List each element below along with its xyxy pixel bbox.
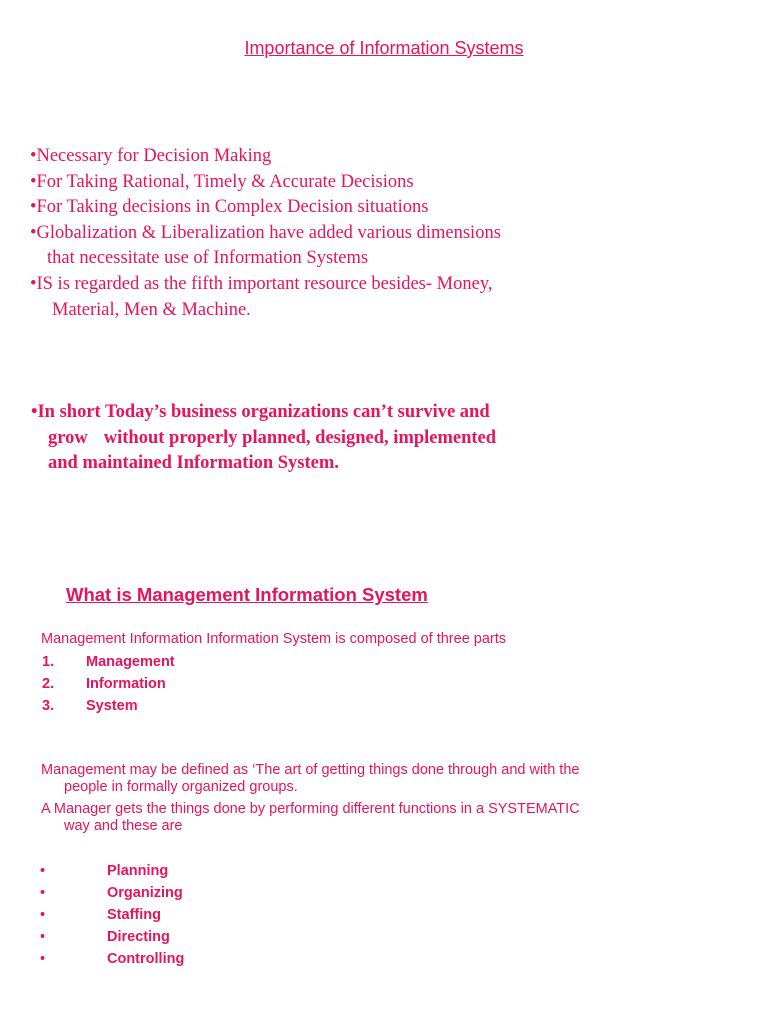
list-item xyxy=(42,673,175,695)
list-item xyxy=(40,882,184,904)
list-label: Information xyxy=(86,676,166,692)
bullet-icon: • xyxy=(40,885,46,901)
summary-block xyxy=(31,400,496,477)
importance-item: •Necessary for Decision Making xyxy=(30,146,272,166)
list-label: Staffing xyxy=(107,907,161,923)
importance-item-continuation: that necessitate use of Information Systems xyxy=(47,248,369,269)
importance-item-continuation: Material, Men & Machine. xyxy=(52,299,251,320)
list-item xyxy=(40,860,184,882)
paragraph-line: Management may be defined as ‘The art of getting things done through and with the xyxy=(41,762,580,778)
list-item xyxy=(40,948,184,970)
list-label: Planning xyxy=(107,863,169,879)
list-label: Organizing xyxy=(107,885,183,901)
bullet-icon: • xyxy=(40,863,46,879)
importance-list xyxy=(30,144,501,323)
list-item xyxy=(40,904,184,926)
bullet-icon: • xyxy=(40,951,46,967)
functions-list xyxy=(40,860,184,970)
list-label: Directing xyxy=(107,929,170,945)
parts-list xyxy=(42,651,175,717)
mis-intro: Management Information Information System is composed of three parts xyxy=(41,631,507,647)
paragraph-line: A Manager gets the things done by performing different functions in a SYSTEMATIC xyxy=(41,801,580,817)
summary-word: grow xyxy=(48,427,88,448)
summary-line: •In short Today’s business organizations can’t survive and xyxy=(31,402,490,422)
summary-text: without properly planned, designed, implemented xyxy=(103,427,497,448)
management-definition xyxy=(41,762,579,796)
list-item xyxy=(40,926,184,948)
list-label: Management xyxy=(86,654,175,670)
list-label: System xyxy=(86,698,138,714)
importance-item: •IS is regarded as the fifth important resource besides- Money, xyxy=(30,273,493,294)
section-title: What is Management Information System xyxy=(66,584,428,605)
list-item xyxy=(42,651,175,673)
importance-item: •For Taking Rational, Timely & Accurate Decisions xyxy=(30,171,414,192)
bullet-icon: • xyxy=(40,929,46,945)
list-number: 2. xyxy=(42,676,55,692)
importance-item: •For Taking decisions in Complex Decision situations xyxy=(30,197,429,218)
manager-functions-intro xyxy=(41,801,580,835)
importance-item: •Globalization & Liberalization have added various dimensions xyxy=(30,222,501,243)
list-number: 3. xyxy=(42,698,55,714)
summary-line xyxy=(31,426,496,452)
list-label: Controlling xyxy=(107,951,185,967)
paragraph-line: people in formally organized groups. xyxy=(64,779,298,795)
page-title: Importance of Information Systems xyxy=(244,38,524,58)
summary-line: and maintained Information System. xyxy=(48,453,339,474)
list-item xyxy=(42,695,175,717)
paragraph-line: way and these are xyxy=(64,818,183,834)
list-number: 1. xyxy=(42,654,55,670)
bullet-icon: • xyxy=(40,907,46,923)
